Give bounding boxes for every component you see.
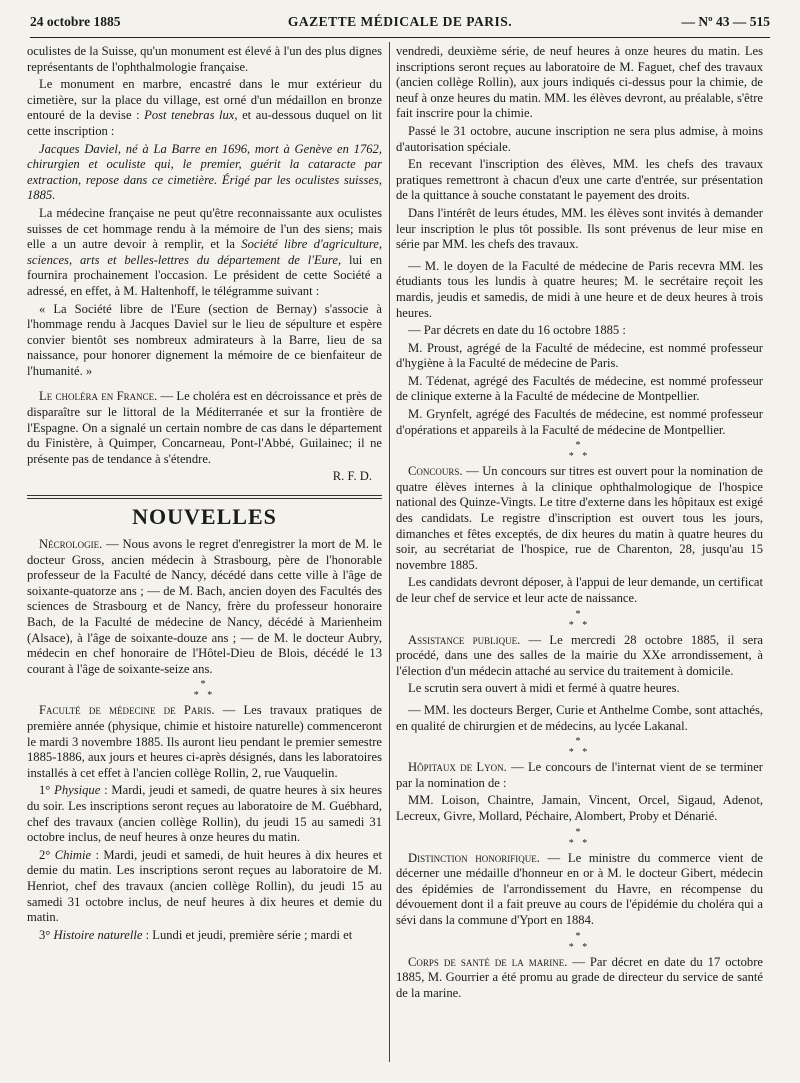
running-header bbox=[30, 8, 770, 36]
asterism-icon: * * * bbox=[568, 440, 591, 463]
column-divider bbox=[389, 42, 390, 1062]
paragraph: Le monument en marbre, encastré dans le mur extérieur du cimetière, sur la place du village, est orné d'un médaillon en bronze entouré de la devise : Post tenebras lux, et au-dessous duquel on lit cette inscription : bbox=[27, 77, 383, 138]
inscription-text: Jacques Daviel, né à La Barre en 1696, mort à Genève en 1762, chirurgien et oculiste qui, le premier, guérit la cataracte par extraction, repose dans ce cimetière. Érigé par les oculistes suisses, 1885. bbox=[27, 141, 382, 203]
right-column bbox=[396, 44, 763, 1003]
issue-date: 24 octobre 1885 bbox=[30, 14, 121, 29]
paragraph: — M. le doyen de la Faculté de médecine de Paris recevra MM. les étudiants tous les lundis à quatre heures; M. le secrétaire reçoit les mardis, jeudis et samedis, de midi à une heure et de deux heures à trois heures. bbox=[396, 258, 763, 320]
paragraph: M. Proust, agrégé de la Faculté de médecine, est nommé professeur d'hygiène à la Faculté de médecine de Paris. bbox=[396, 340, 763, 371]
asterism-icon: * * * bbox=[568, 608, 591, 631]
concours-news: Concours. — Un concours sur titres est ouvert pour la nomination de quatre élèves internes à la clinique ophthalmologique de l'hospice national des Quinze-Vingts. Le titre d'externe dans les hôpitaux est exigé des candidats. Le registre d'inscription est ouvert tous les jours, dimanches et fêtes exceptés, de dix heures du matin à quatre heures du soir, au secrétariat de l'hospice, rue de Charenton, 28, jusqu'au 15 novembre 1885. bbox=[396, 464, 763, 572]
section-title: NOUVELLES bbox=[132, 504, 277, 530]
paragraph: Passé le 31 octobre, aucune inscription ne sera plus admise, à moins d'autorisation spéciale. bbox=[396, 123, 763, 154]
asterism-icon: * * * bbox=[568, 930, 591, 953]
signature: R. F. D. bbox=[332, 469, 372, 484]
header-rule bbox=[30, 37, 770, 38]
chemistry-schedule: 2° Chimie : Mardi, jeudi et samedi, de huit heures à dix heures et demie du matin. Les inscriptions seront reçues au laboratoire de M. Henriot, chef des travaux (ancien collège Rollin), du jeudi 15 au samedi 31 octobre inclus, de neuf heures à dix heures et demie du matin. bbox=[27, 847, 382, 925]
necrology-news: Nécrologie. — Nous avons le regret d'enregistrer la mort de M. le docteur Gross, ancien médecin à Strasbourg, père de l'honorable professeur de la Faculté de Nancy, décédé dans cette ville à l'âge de soixante-quatorze ans ; — de M. Bach, ancien doyen des Facultés des sciences de Strasbourg et de Nancy, frère du professeur honoraire Bach, de la Faculté de médecine de Nancy, décédé à Marienheim (Alsace), à l'âge de soixante-douze ans ; — de M. le docteur Aubry, médecin en chef honoraire de l'Hôtel-Dieu de Blois, décédé le 13 courant à l'âge de soixante-seize ans. bbox=[27, 537, 382, 676]
paragraph: vendredi, deuxième série, de neuf heures à onze heures du matin. Les inscriptions seront reçues au laboratoire de M. Faguet, chef des travaux (ancien collège Rollin), aux jours indiqués ci-dessus pour la chimie, de neuf à onze heures du matin. MM. les élèves devront, au préalable, s'être fait inscrire pour la chimie. bbox=[396, 44, 763, 121]
section-rule bbox=[27, 495, 382, 499]
paragraph: — Par décrets en date du 16 octobre 1885 : bbox=[408, 323, 626, 338]
telegram-quote: « La Société libre de l'Eure (section de Bernay) s'associe à l'hommage rendu à Jacques Daviel sur le lieu de sépulture et espère convier bientôt ses nombreux admirateurs à la Barre, lieu de sa naissance, pour honorer dignement la mémoire de ce bienfaiteur de l'humanité. » bbox=[27, 301, 382, 378]
paragraph: oculistes de la Suisse, qu'un monument est élevé à l'un des plus dignes représentants de l'ophthalmologie française. bbox=[27, 44, 382, 74]
asterism-icon: * * * bbox=[568, 736, 591, 759]
paragraph: MM. Loison, Chaintre, Jamain, Vincent, Orcel, Sigaud, Adenot, Lecreux, Givre, Mollard, Péchaire, Alombert, Proby et Dénarié. bbox=[396, 793, 763, 823]
paragraph: M. Tédenat, agrégé des Facultés de médecine, est nommé professeur de clinique externe à la Faculté de médecine de Montpellier. bbox=[396, 373, 763, 404]
assistance-news: Assistance publique. — Le mercredi 28 octobre 1885, il sera procédé, dans une des salles de la mairie du XXe arrondissement, à l'élection d'un médecin attaché au service du traitement à domicile. bbox=[396, 632, 763, 678]
paragraph: Le scrutin sera ouvert à midi et fermé à quatre heures. bbox=[408, 681, 680, 696]
paragraph: En recevant l'inscription des élèves, MM. les chefs des travaux pratiques remettront à chacun d'eux une carte d'entrée, sur présentation de la quittance à souche constatant le payement des droits. bbox=[396, 157, 763, 203]
paragraph: Les candidats devront déposer, à l'appui de leur demande, un certificat de leur chef de service et leur acte de naissance. bbox=[396, 575, 763, 605]
paragraph: — MM. les docteurs Berger, Curie et Anthelme Combe, sont attachés, en qualité de chirurgien et de médecins, au lycée Lakanal. bbox=[396, 702, 763, 733]
journal-title: GAZETTE MÉDICALE DE PARIS. bbox=[287, 14, 513, 29]
natural-history-schedule: 3° Histoire naturelle : Lundi et jeudi, première série ; mardi et bbox=[39, 927, 353, 942]
paragraph: Dans l'intérêt de leurs études, MM. les élèves sont invités à demander leur inscription le plus tôt possible. Ils sont prévenus de leur mise en série par MM. les chefs des travaux. bbox=[396, 205, 763, 252]
distinction-news: Distinction honorifique. — Le ministre du commerce vient de décerner une médaille d'honneur en or à M. le docteur Gibert, médecin des épidémies de l'arrondissement du Havre, en récompense du dévouement dont il a fait preuve au cours de l'épidémie du choléra qui a sévi dans la commune d'Yport en 1884. bbox=[396, 850, 763, 927]
cholera-news: Le choléra en France. — Le choléra est en décroissance et près de disparaître sur le littoral de la Méditerranée et sur la frontière de l'Espagne. On a signalé un certain nombre de cas dans le département du Finistère, à Quimper, Concarneau, Pont-l'Abbé, Guilainec; il ne présente pas de tendance à s'étendre. bbox=[27, 389, 382, 466]
physics-schedule: 1° Physique : Mardi, jeudi et samedi, de quatre heures à six heures du soir. Les inscriptions seront reçues au laboratoire de M. Guébhard, chef des travaux (ancien collège Rollin), du jeudi 15 au samedi 31 octobre inclus, de neuf heures à onze heures du matin. bbox=[27, 783, 382, 845]
paragraph: M. Grynfelt, agrégé des Facultés de médecine, est nommé professeur d'opérations et appareils à la Faculté de médecine de Montpellier. bbox=[396, 407, 763, 437]
faculty-news: Faculté de médecine de Paris. — Les travaux pratiques de première année (physique, chimie et histoire naturelle) commenceront le mardi 3 novembre 1885. Ils auront lieu pendant le premier semestre 1885-1886, aux jours et heures ci-après désignés, dans les laboratoires installés à cet effet à l'ancien collège Rollin, 2, rue Vauquelin. bbox=[27, 703, 382, 780]
marine-news: Corps de santé de la marine. — Par décret en date du 17 octobre 1885, M. Gourrier a été promu au grade de directeur du service de santé de la marine. bbox=[396, 954, 763, 1000]
paragraph: La médecine française ne peut qu'être reconnaissante aux oculistes suisses de cet hommage rendu à la mémoire de l'un des siens; mais elle a un autre devoir à remplir, et la Société libre d'agriculture, sciences, arts et belles-lettres du département de l'Eure, lui en fournira prochainement l'occasion. Le président de cette Société a adressé, en effet, à M. Haltenhoff, le télégramme suivant : bbox=[27, 205, 383, 298]
lyon-news: Hôpitaux de Lyon. — Le concours de l'internat vient de se terminer par la nomination de : bbox=[396, 760, 763, 790]
asterism-icon: * * * bbox=[193, 679, 216, 702]
left-column bbox=[27, 44, 382, 945]
issue-page-number: — Nº 43 — 515 bbox=[681, 14, 770, 29]
asterism-icon: * * * bbox=[568, 826, 591, 849]
